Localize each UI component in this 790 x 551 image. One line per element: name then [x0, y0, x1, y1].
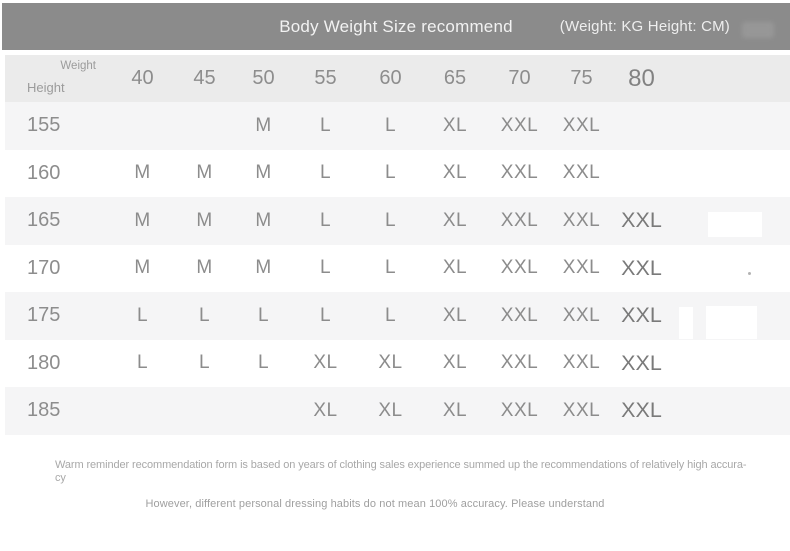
- weight-col-45: 45: [193, 67, 216, 89]
- size-cell: XXL: [562, 257, 601, 279]
- chart-title: Body Weight Size recommend: [279, 17, 513, 36]
- size-cell: [234, 387, 293, 435]
- size-cell: M: [255, 209, 272, 231]
- size-cell: XXL: [500, 399, 539, 421]
- row-filler: [672, 340, 790, 388]
- size-cell: XXL: [621, 303, 662, 328]
- size-cell: XXL: [562, 399, 601, 421]
- height-label: 165: [27, 209, 61, 232]
- size-cell: XXL: [621, 350, 662, 375]
- size-cell: L: [319, 257, 332, 279]
- table-row-170: [5, 245, 790, 293]
- size-cell: XL: [442, 162, 468, 184]
- size-cell: L: [319, 114, 332, 136]
- size-cell: L: [384, 114, 397, 136]
- size-cell: [611, 150, 672, 198]
- height-label: 185: [27, 399, 61, 422]
- size-cell: XL: [442, 304, 468, 326]
- header-filler: [672, 55, 790, 102]
- size-cell: L: [384, 209, 397, 231]
- size-cell: L: [319, 209, 332, 231]
- warm-reminder-line2: cy: [55, 471, 66, 484]
- size-cell: XXL: [621, 398, 662, 423]
- size-cell: XXL: [562, 114, 601, 136]
- size-cell: M: [196, 209, 213, 231]
- size-cell: L: [136, 304, 149, 326]
- warm-reminder-line1: Warm reminder recommendation form is based on years of clothing sales experience summed up the recommendations of relatively high accura-: [55, 459, 747, 471]
- row-filler: [672, 150, 790, 198]
- size-cell: M: [196, 162, 213, 184]
- size-cell: XXL: [500, 352, 539, 374]
- size-cell: XXL: [500, 209, 539, 231]
- row-filler: [672, 387, 790, 435]
- weight-header-row: [5, 55, 790, 102]
- table-row-155: [5, 102, 790, 150]
- table-row-165: [5, 197, 790, 245]
- size-cell: [110, 387, 175, 435]
- size-cell: M: [255, 162, 272, 184]
- size-cell: L: [198, 304, 211, 326]
- size-cell: L: [257, 352, 270, 374]
- size-cell: L: [384, 162, 397, 184]
- weight-col-70: 70: [508, 67, 531, 89]
- size-cell: L: [257, 304, 270, 326]
- stray-dot-artifact: [748, 272, 751, 275]
- whiteout-patch: [708, 212, 762, 237]
- size-cell: M: [255, 257, 272, 279]
- height-label: 155: [27, 114, 61, 137]
- table-row-185: [5, 387, 790, 435]
- height-axis-label: Height: [27, 80, 65, 95]
- whiteout-patch: [679, 307, 693, 339]
- size-cell: XXL: [562, 162, 601, 184]
- size-cell: M: [255, 114, 272, 136]
- table-row-160: [5, 150, 790, 198]
- size-cell: XXL: [621, 208, 662, 233]
- weight-col-55: 55: [314, 67, 337, 89]
- erased-watermark-smudge: [742, 22, 774, 38]
- size-cell: M: [196, 257, 213, 279]
- size-cell: XL: [313, 399, 338, 421]
- size-cell: L: [319, 304, 332, 326]
- chart-units-note: (Weight: KG Height: CM): [559, 18, 730, 35]
- warm-reminder-note: [55, 459, 746, 484]
- height-label: 175: [27, 304, 61, 327]
- size-cell: XL: [378, 352, 403, 374]
- size-cell: XXL: [562, 352, 601, 374]
- size-cell: XL: [442, 352, 468, 374]
- size-cell: XXL: [562, 209, 601, 231]
- weight-col-60: 60: [379, 67, 402, 89]
- chart-title-bar: [2, 3, 790, 50]
- size-cell: M: [134, 162, 151, 184]
- size-cell: XL: [313, 352, 338, 374]
- size-cell: L: [384, 304, 397, 326]
- weight-col-65: 65: [443, 67, 467, 89]
- size-cell: [175, 387, 234, 435]
- table-row-175: [5, 292, 790, 340]
- size-cell: L: [384, 257, 397, 279]
- size-cell: XXL: [500, 304, 539, 326]
- size-cell: XXL: [621, 255, 662, 280]
- height-label: 180: [27, 351, 61, 374]
- height-label: 170: [27, 256, 61, 279]
- size-cell: XXL: [500, 114, 539, 136]
- size-cell: XL: [442, 209, 468, 231]
- size-cell: XL: [442, 399, 468, 421]
- size-cell: L: [319, 162, 332, 184]
- table-row-180: [5, 340, 790, 388]
- weight-col-50: 50: [252, 67, 275, 89]
- size-cell: XXL: [500, 162, 539, 184]
- accuracy-disclaimer: However, different personal dressing habits do not mean 100% accuracy. Please understand: [145, 498, 605, 510]
- size-cell: [611, 102, 672, 150]
- size-table: [5, 55, 790, 435]
- size-cell: XXL: [562, 304, 601, 326]
- whiteout-patch: [706, 306, 757, 339]
- size-cell: L: [198, 352, 211, 374]
- size-cell: M: [134, 209, 151, 231]
- size-cell: XXL: [500, 257, 539, 279]
- size-cell: XL: [442, 257, 468, 279]
- size-cell: L: [136, 352, 149, 374]
- size-cell: M: [134, 257, 151, 279]
- weight-col-75: 75: [570, 67, 593, 89]
- corner-cell: [5, 55, 110, 102]
- weight-col-80: 80: [628, 64, 655, 92]
- size-cell: [175, 102, 234, 150]
- size-cell: [110, 102, 175, 150]
- table-body: [5, 102, 790, 435]
- weight-axis-label: Weight: [60, 60, 96, 72]
- size-cell: XL: [378, 399, 403, 421]
- height-label: 160: [27, 161, 61, 184]
- row-filler: [672, 245, 790, 293]
- row-filler: [672, 102, 790, 150]
- size-cell: XL: [442, 114, 468, 136]
- weight-col-40: 40: [131, 67, 154, 89]
